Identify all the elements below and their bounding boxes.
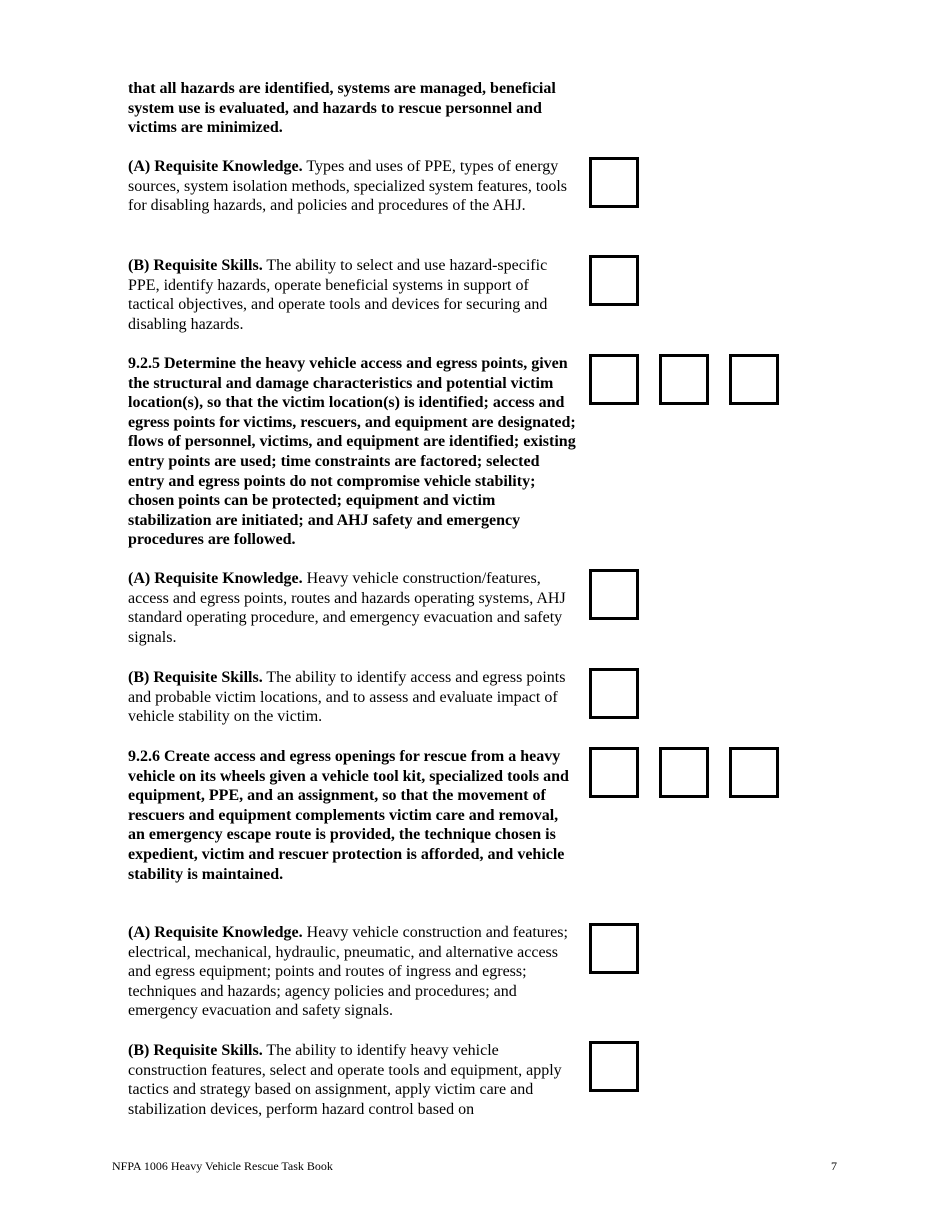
checkbox[interactable] bbox=[589, 255, 639, 306]
para-text: Types and uses of PPE, types of energy sources, system isolation methods, specialized system features, tools for disabling hazards, and policies and procedures of the AHJ. bbox=[128, 158, 568, 215]
para-text: Heavy vehicle construction/features, access and egress points, routes and hazards operating systems, AHJ standard operating procedure, and emergency evacuation and safety signals. bbox=[128, 570, 566, 646]
para-label: (B) Requisite Skills. bbox=[128, 1042, 263, 1059]
para-text: The ability to identify access and egress points and probable victim locations, and to assess and evaluate impact of vehicle stability on the victim. bbox=[128, 669, 566, 726]
checkbox[interactable] bbox=[589, 747, 639, 798]
checkbox[interactable] bbox=[659, 354, 709, 405]
para-label: (A) Requisite Knowledge. bbox=[128, 924, 303, 941]
section-intro-text: that all hazards are identified, systems are managed, beneficial system use is evaluated, and hazards to rescue personnel and victims are minimized. bbox=[128, 80, 556, 137]
checkbox[interactable] bbox=[589, 668, 639, 719]
checkbox[interactable] bbox=[589, 923, 639, 974]
checkbox[interactable] bbox=[589, 354, 639, 405]
para-text: The ability to identify heavy vehicle construction features, select and operate tools and equipment, apply tactics and strategy based on assignment, apply victim care and stabilization devices, perform hazard control based on bbox=[128, 1042, 562, 1118]
requisite-knowledge-para bbox=[128, 923, 578, 1021]
checkbox[interactable] bbox=[589, 569, 639, 620]
page-number: 7 bbox=[831, 1159, 837, 1173]
requisite-skills-para bbox=[128, 256, 578, 334]
checkbox[interactable] bbox=[729, 354, 779, 405]
footer-title: NFPA 1006 Heavy Vehicle Rescue Task Book bbox=[112, 1159, 333, 1173]
checkbox[interactable] bbox=[589, 157, 639, 208]
para-label: (B) Requisite Skills. bbox=[128, 669, 263, 686]
para-label: (A) Requisite Knowledge. bbox=[128, 570, 303, 587]
requisite-skills-para bbox=[128, 1041, 578, 1119]
para-label: (A) Requisite Knowledge. bbox=[128, 158, 303, 175]
para-text: The ability to select and use hazard-specific PPE, identify hazards, operate beneficial systems in support of tactical objectives, and operate tools and devices for securing and disabling hazards. bbox=[128, 257, 548, 333]
section-9-2-6-heading: 9.2.6 Create access and egress openings for rescue from a heavy vehicle on its wheels given a vehicle tool kit, specialized tools and equipment, PPE, and an assignment, so that the movement of rescuers and equipment complements victim care and removal, an emergency escape route is provided, the technique chosen is expedient, victim and rescuer protection is afforded, and vehicle stability is maintained. bbox=[128, 748, 569, 883]
requisite-knowledge-para bbox=[128, 157, 578, 216]
checkbox[interactable] bbox=[659, 747, 709, 798]
requisite-skills-para bbox=[128, 668, 578, 727]
para-label: (B) Requisite Skills. bbox=[128, 257, 263, 274]
checkbox[interactable] bbox=[589, 1041, 639, 1092]
section-9-2-5-heading: 9.2.5 Determine the heavy vehicle access and egress points, given the structural and damage characteristics and potential victim location(s), so that the victim location(s) is identified; access and egress points for victims, rescuers, and equipment are designated; flows of personnel, victims, and equipment are identified; existing entry points are used; time constraints are factored; selected entry and egress points do not compromise vehicle stability; chosen points can be protected; equipment and victim stabilization are initiated; and AHJ safety and emergency procedures are followed. bbox=[128, 355, 576, 549]
para-text: Heavy vehicle construction and features; electrical, mechanical, hydraulic, pneumatic, and alternative access and egress equipment; points and routes of ingress and egress; techniques and hazards; agency policies and procedures; and emergency evacuation and safety signals. bbox=[128, 924, 568, 1020]
checkbox[interactable] bbox=[729, 747, 779, 798]
requisite-knowledge-para bbox=[128, 569, 578, 647]
